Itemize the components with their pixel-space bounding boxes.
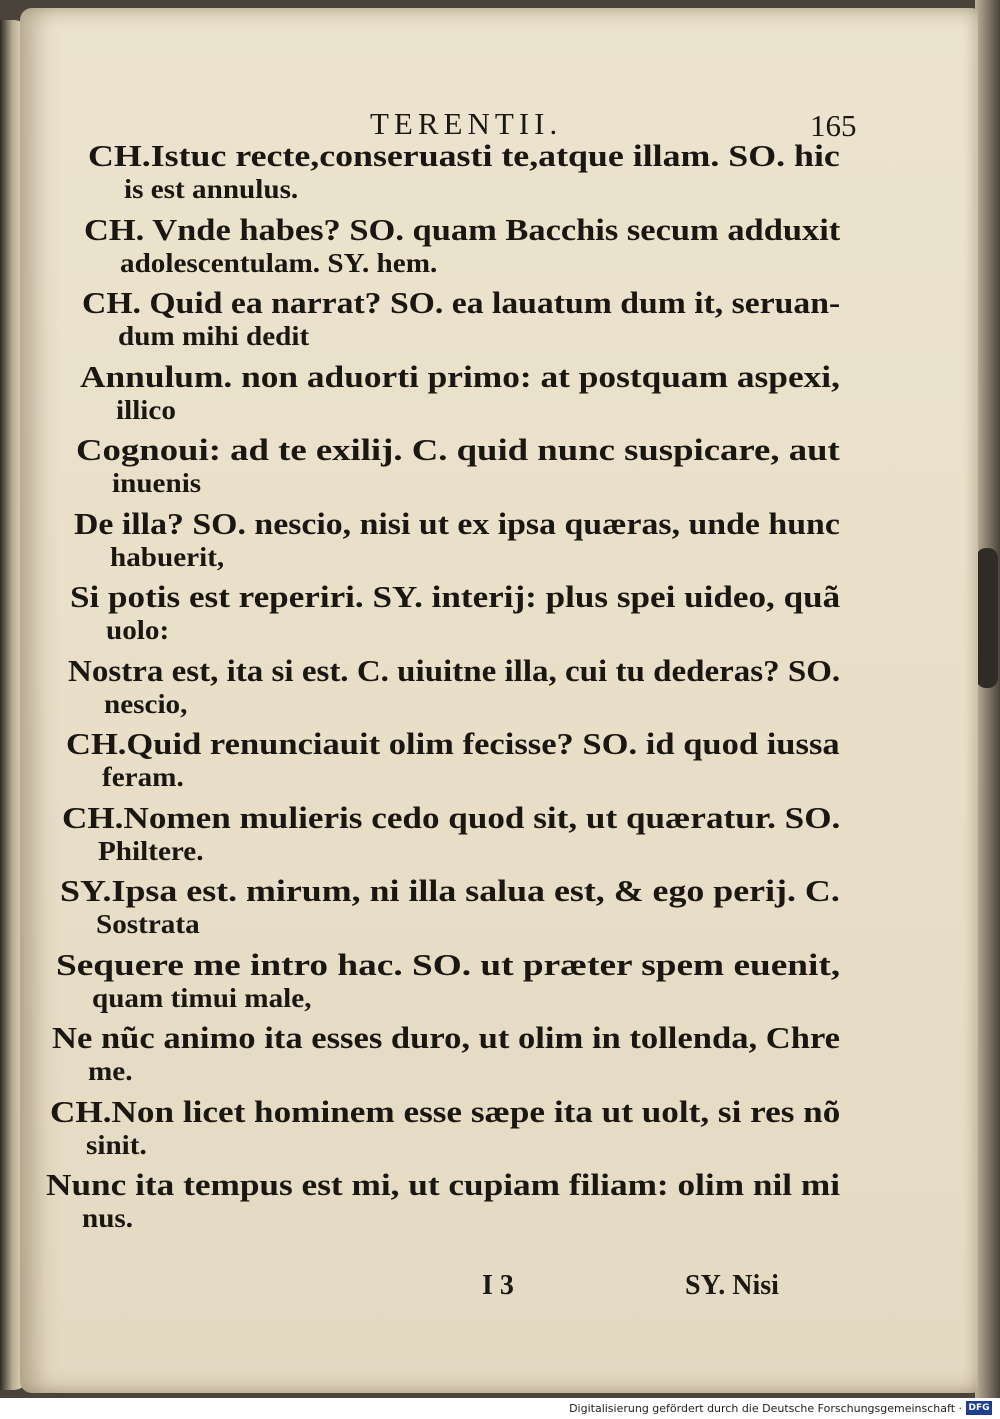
verse-continuation: inuenis xyxy=(112,468,202,498)
book-page xyxy=(20,8,978,1393)
verse-continuation: dum mihi dedit xyxy=(118,321,310,351)
catchword: SY. Nisi xyxy=(685,1270,779,1301)
verse-continuation: nescio, xyxy=(104,688,188,719)
dfg-logo: DFG xyxy=(966,1401,992,1415)
verse-text: Nostra est, ita si est. C. uiuitne illa, cui tu dederas? SO. xyxy=(68,652,841,688)
verse-text: Annulum. non aduorti primo: at postquam aspexi, xyxy=(80,358,840,394)
page-number: 165 xyxy=(810,108,857,143)
running-head: TERENTII. xyxy=(370,106,563,141)
verse-continuation: adolescentulam. SY. hem. xyxy=(120,247,438,278)
verse-continuation: illico xyxy=(116,394,176,425)
verse-text: SY.Ipsa est. mirum, ni illa salua est, & ego perij. C. xyxy=(60,873,840,908)
verse-continuation: is est annulus. xyxy=(124,174,299,204)
verse-continuation: sinit. xyxy=(86,1129,147,1160)
verse-text: CH.Non licet hominem esse sæpe ita ut uolt, si res nõ xyxy=(50,1093,841,1129)
signature-mark: I 3 xyxy=(482,1270,514,1301)
verse-continuation: feram. xyxy=(102,762,184,792)
verse-text: Si potis est reperiri. SY. interij: plus spei uideo, quã xyxy=(70,579,841,614)
book-clip xyxy=(976,548,998,688)
verse-text: CH.Quid renunciauit olim fecisse? SO. id quod iussa xyxy=(66,726,840,761)
verse-continuation: nus. xyxy=(82,1203,134,1233)
verse-text: De illa? SO. nescio, nisi ut ex ipsa quæras, unde hunc xyxy=(74,505,840,541)
verse-text: CH.Nomen mulieris cedo quod sit, ut quæratur. SO. xyxy=(62,799,841,835)
verse-text: CH. Quid ea narrat? SO. ea lauatum dum it, seruan- xyxy=(82,285,841,320)
verse-text: CH. Vnde habes? SO. quam Bacchis secum adduxit xyxy=(84,211,841,247)
verse-text: CH.Istuc recte,conseruasti te,atque illam. SO. hic xyxy=(88,138,840,173)
verse-continuation: Philtere. xyxy=(98,835,204,866)
verse-text: Sequere me intro hac. SO. ut præter spem euenit, xyxy=(56,946,841,982)
verse-continuation: Sostrata xyxy=(96,909,200,939)
page-edge-right xyxy=(975,0,1000,1398)
verse-continuation: quam timui male, xyxy=(92,982,312,1013)
verse-text: Cognoui: ad te exilij. C. quid nunc suspicare, aut xyxy=(76,432,840,467)
verse-continuation: me. xyxy=(88,1056,133,1086)
verse-continuation: uolo: xyxy=(106,615,170,645)
page-footer xyxy=(20,1270,978,1310)
credit-bar xyxy=(0,1398,1000,1419)
verse-text: Ne nũc animo ita esses duro, ut olim in tollenda, Chre xyxy=(52,1020,841,1055)
credit-text: Digitalisierung gefördert durch die Deutsche Forschungsgemeinschaft · xyxy=(569,1402,962,1415)
verse-text: Nunc ita tempus est mi, ut cupiam filiam: olim nil mi xyxy=(46,1167,841,1202)
verse-continuation: habuerit, xyxy=(110,541,225,572)
